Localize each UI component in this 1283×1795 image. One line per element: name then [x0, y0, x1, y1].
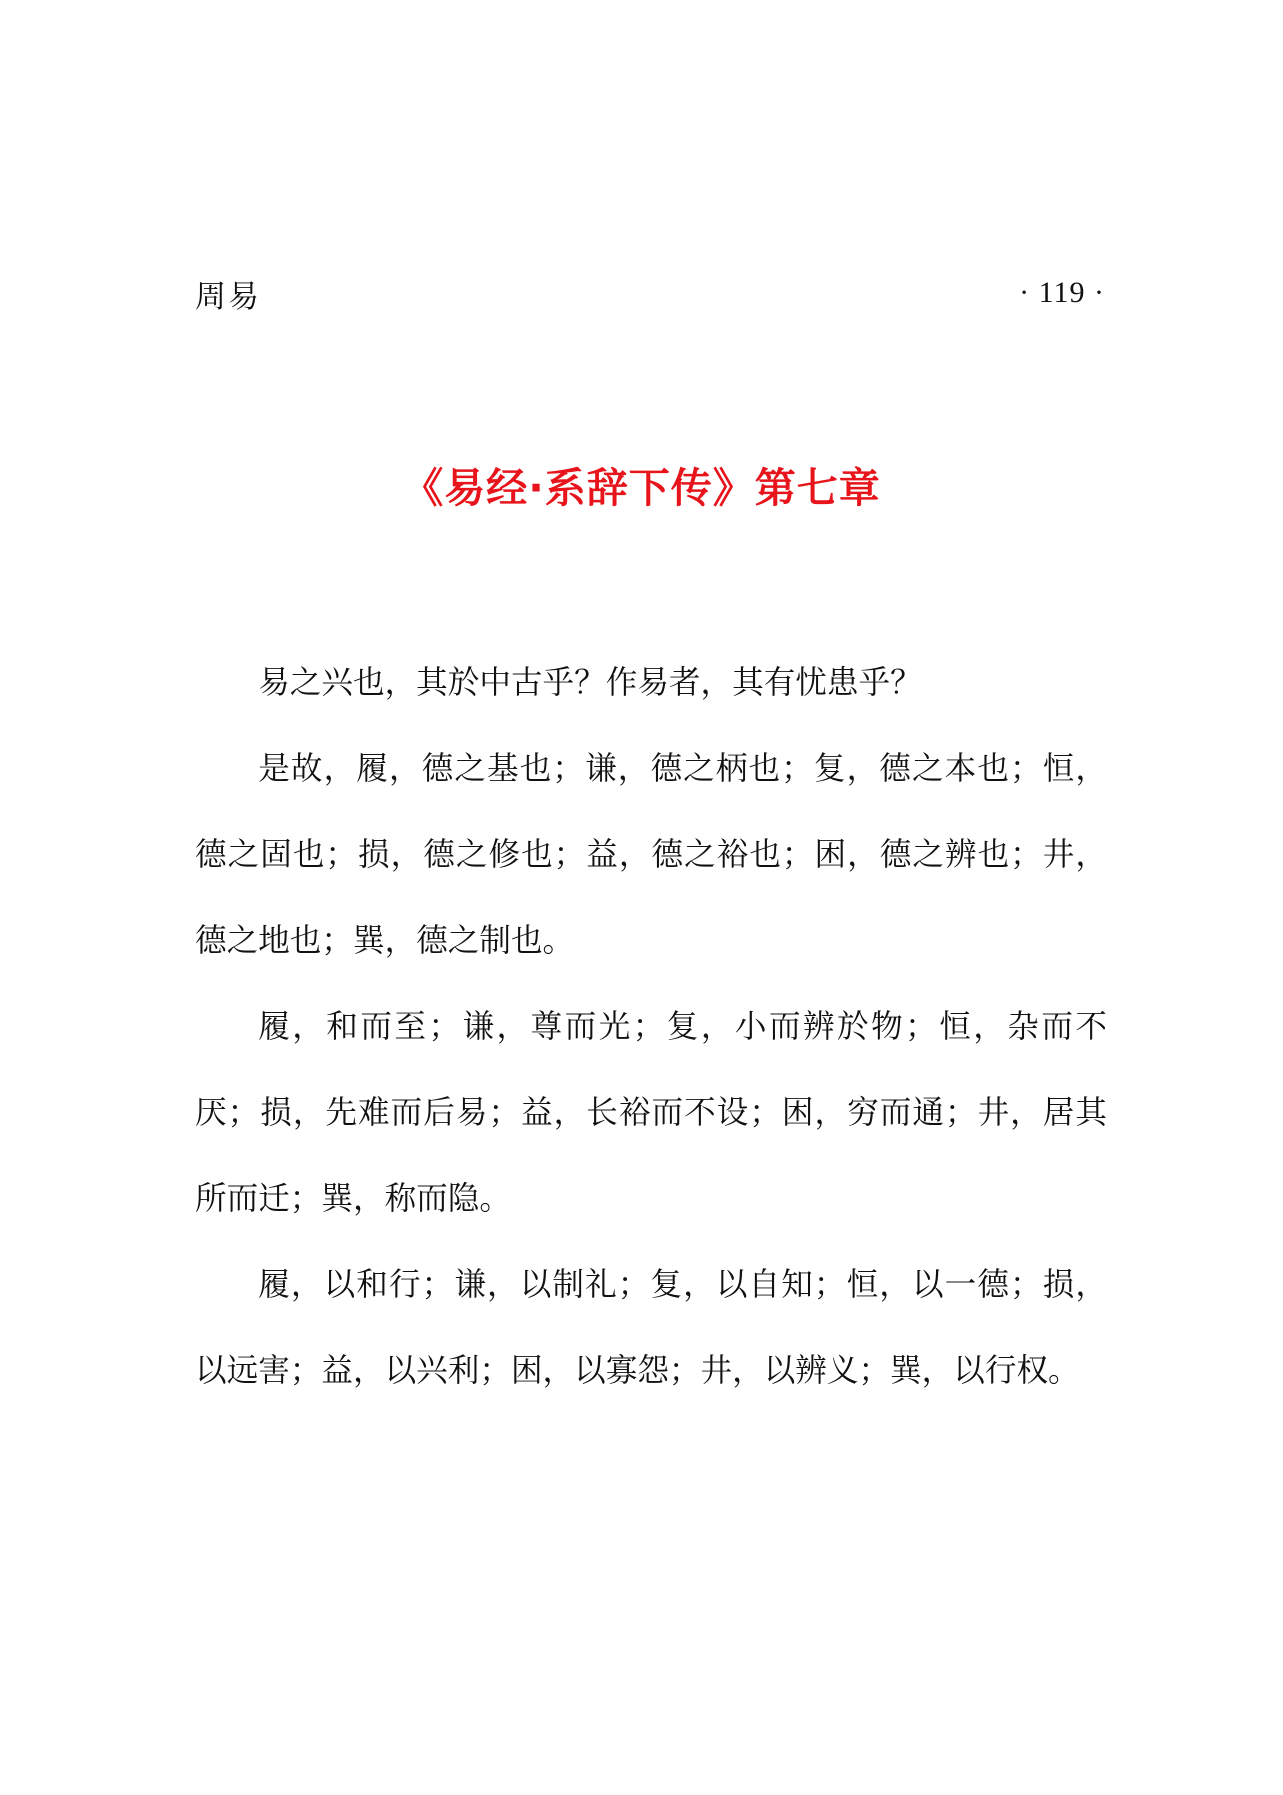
paragraph: 是故，履，德之基也；谦，德之柄也；复，德之本也；恒，德之固也；损，德之修也；益，德之裕也；困，德之辨也；井，德之地也；巽，德之制也。 [195, 751, 1107, 959]
book-title: 周易 [195, 278, 261, 315]
paragraph: 易之兴也，其於中古乎？作易者，其有忧患乎？ [258, 665, 922, 701]
body-text [195, 640, 1107, 1414]
paragraph: 履，和而至；谦，尊而光；复，小而辨於物；恒，杂而不厌；损，先难而后易；益，长裕而不设；困，穷而通；井，居其所而迁；巽，称而隐。 [195, 1009, 1107, 1217]
page-number: · 119 · [1019, 276, 1105, 309]
chapter-title: 《易经·系辞下传》第七章 [402, 464, 881, 512]
running-header [195, 268, 1105, 318]
paragraph: 履，以和行；谦，以制礼；复，以自知；恒，以一德；损，以远害；益，以兴利；困，以寡怨；井，以辨义；巽，以行权。 [195, 1267, 1107, 1389]
